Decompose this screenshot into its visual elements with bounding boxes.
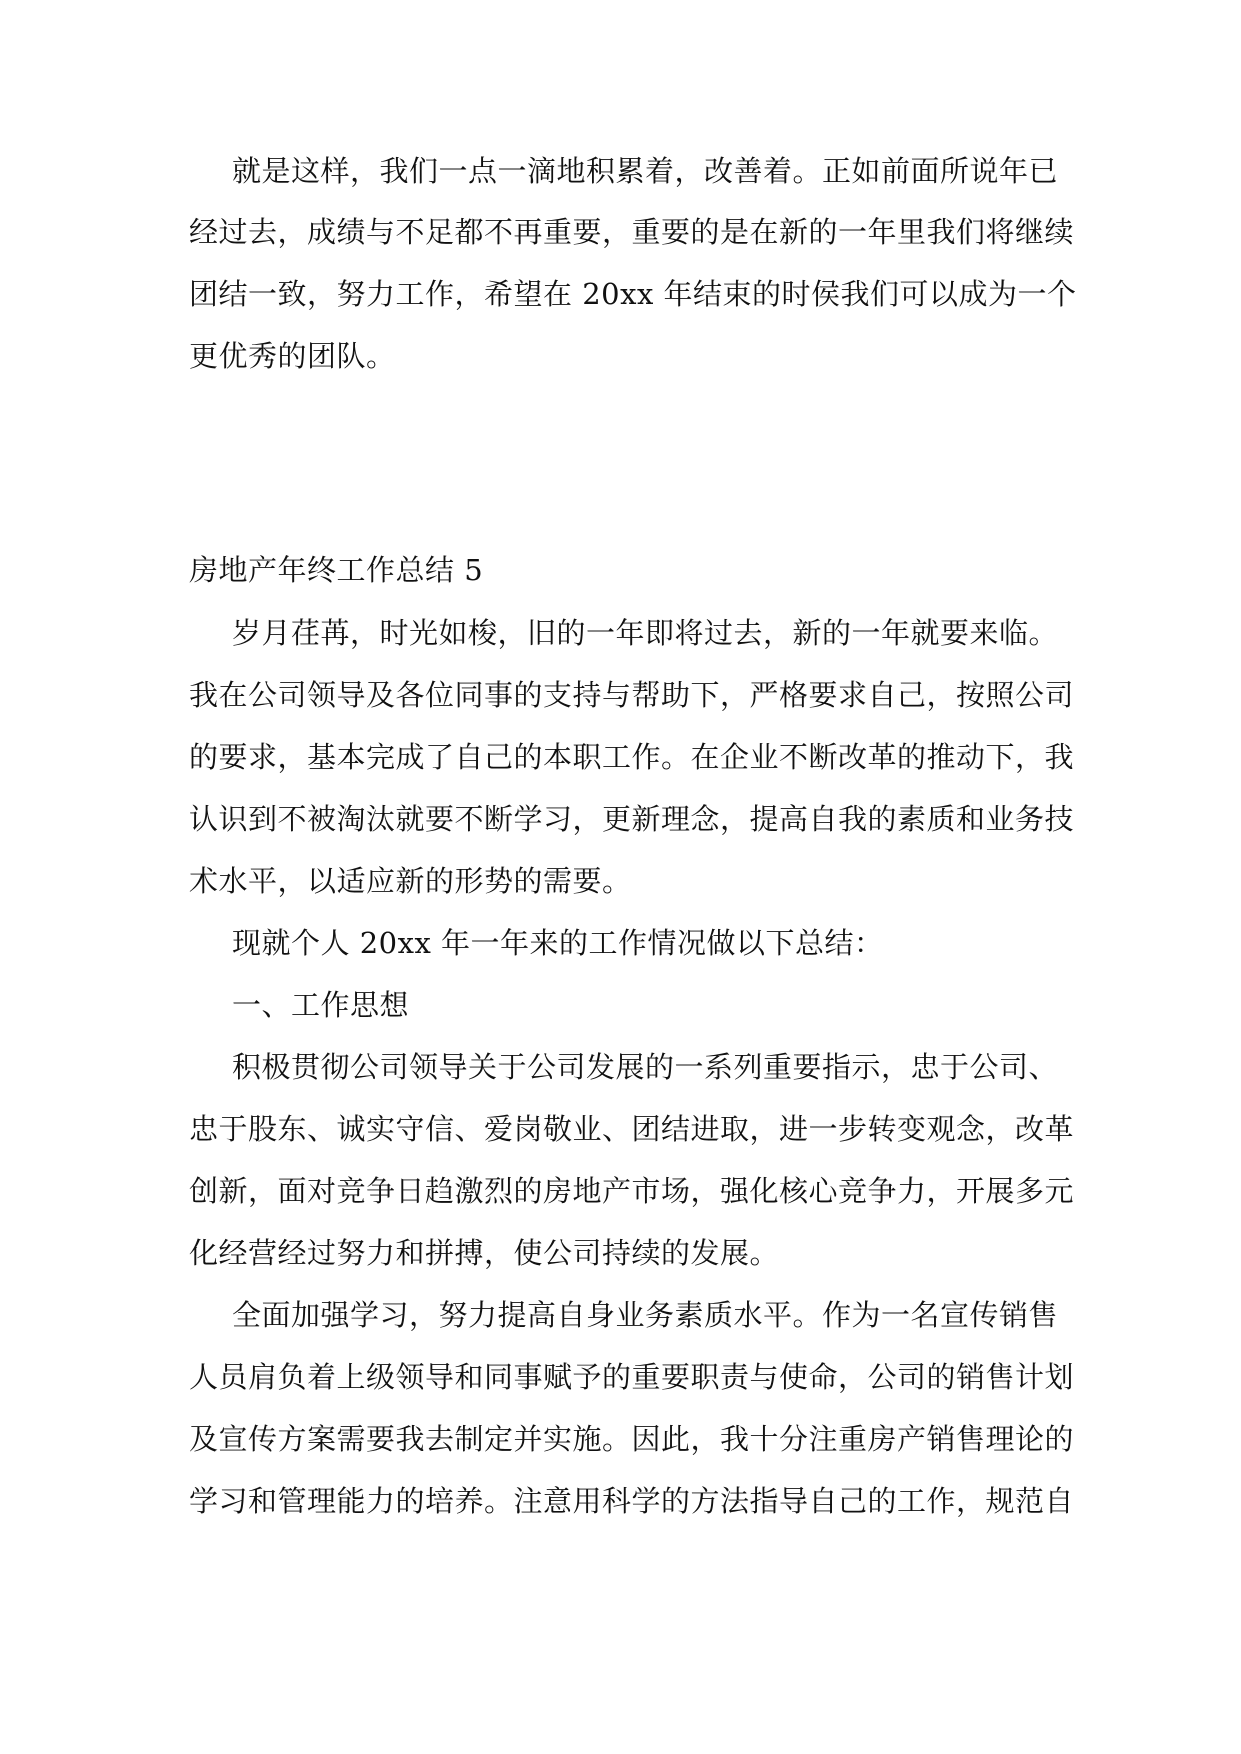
paragraph-line: 我在公司领导及各位同事的支持与帮助下，严格要求自己，按照公司 [189, 678, 1075, 712]
paragraph-line: 学习和管理能力的培养。注意用科学的方法指导自己的工作，规范自 [189, 1484, 1075, 1518]
paragraph-line: 团结一致，努力工作，希望在 20xx 年结束的时侯我们可以成为一个 [189, 277, 1077, 311]
section-title: 房地产年终工作总结 5 [189, 553, 484, 587]
subheading: 一、工作思想 [232, 988, 410, 1022]
paragraph-line: 现就个人 20xx 年一年来的工作情况做以下总结： [232, 926, 884, 960]
paragraph-line: 岁月荏苒，时光如梭，旧的一年即将过去，新的一年就要来临。 [232, 616, 1059, 650]
paragraph-line: 就是这样，我们一点一滴地积累着，改善着。正如前面所说年已 [232, 154, 1059, 188]
paragraph-line: 及宣传方案需要我去制定并实施。因此，我十分注重房产销售理论的 [189, 1422, 1075, 1456]
paragraph-line: 创新，面对竞争日趋激烈的房地产市场，强化核心竞争力，开展多元 [189, 1174, 1075, 1208]
paragraph-line: 的要求，基本完成了自己的本职工作。在企业不断改革的推动下，我 [189, 740, 1075, 774]
paragraph-line: 术水平，以适应新的形势的需要。 [189, 864, 632, 898]
paragraph-line: 全面加强学习，努力提高自身业务素质水平。作为一名宣传销售 [232, 1298, 1059, 1332]
paragraph-line: 积极贯彻公司领导关于公司发展的一系列重要指示，忠于公司、 [232, 1050, 1059, 1084]
paragraph-line: 更优秀的团队。 [189, 339, 396, 373]
paragraph-line: 忠于股东、诚实守信、爱岗敬业、团结进取，进一步转变观念，改革 [189, 1112, 1075, 1146]
paragraph-line: 化经营经过努力和拼搏，使公司持续的发展。 [189, 1236, 780, 1270]
paragraph-line: 认识到不被淘汰就要不断学习，更新理念，提高自我的素质和业务技 [189, 802, 1075, 836]
paragraph-line: 人员肩负着上级领导和同事赋予的重要职责与使命，公司的销售计划 [189, 1360, 1075, 1394]
paragraph-line: 经过去，成绩与不足都不再重要，重要的是在新的一年里我们将继续 [189, 215, 1075, 249]
